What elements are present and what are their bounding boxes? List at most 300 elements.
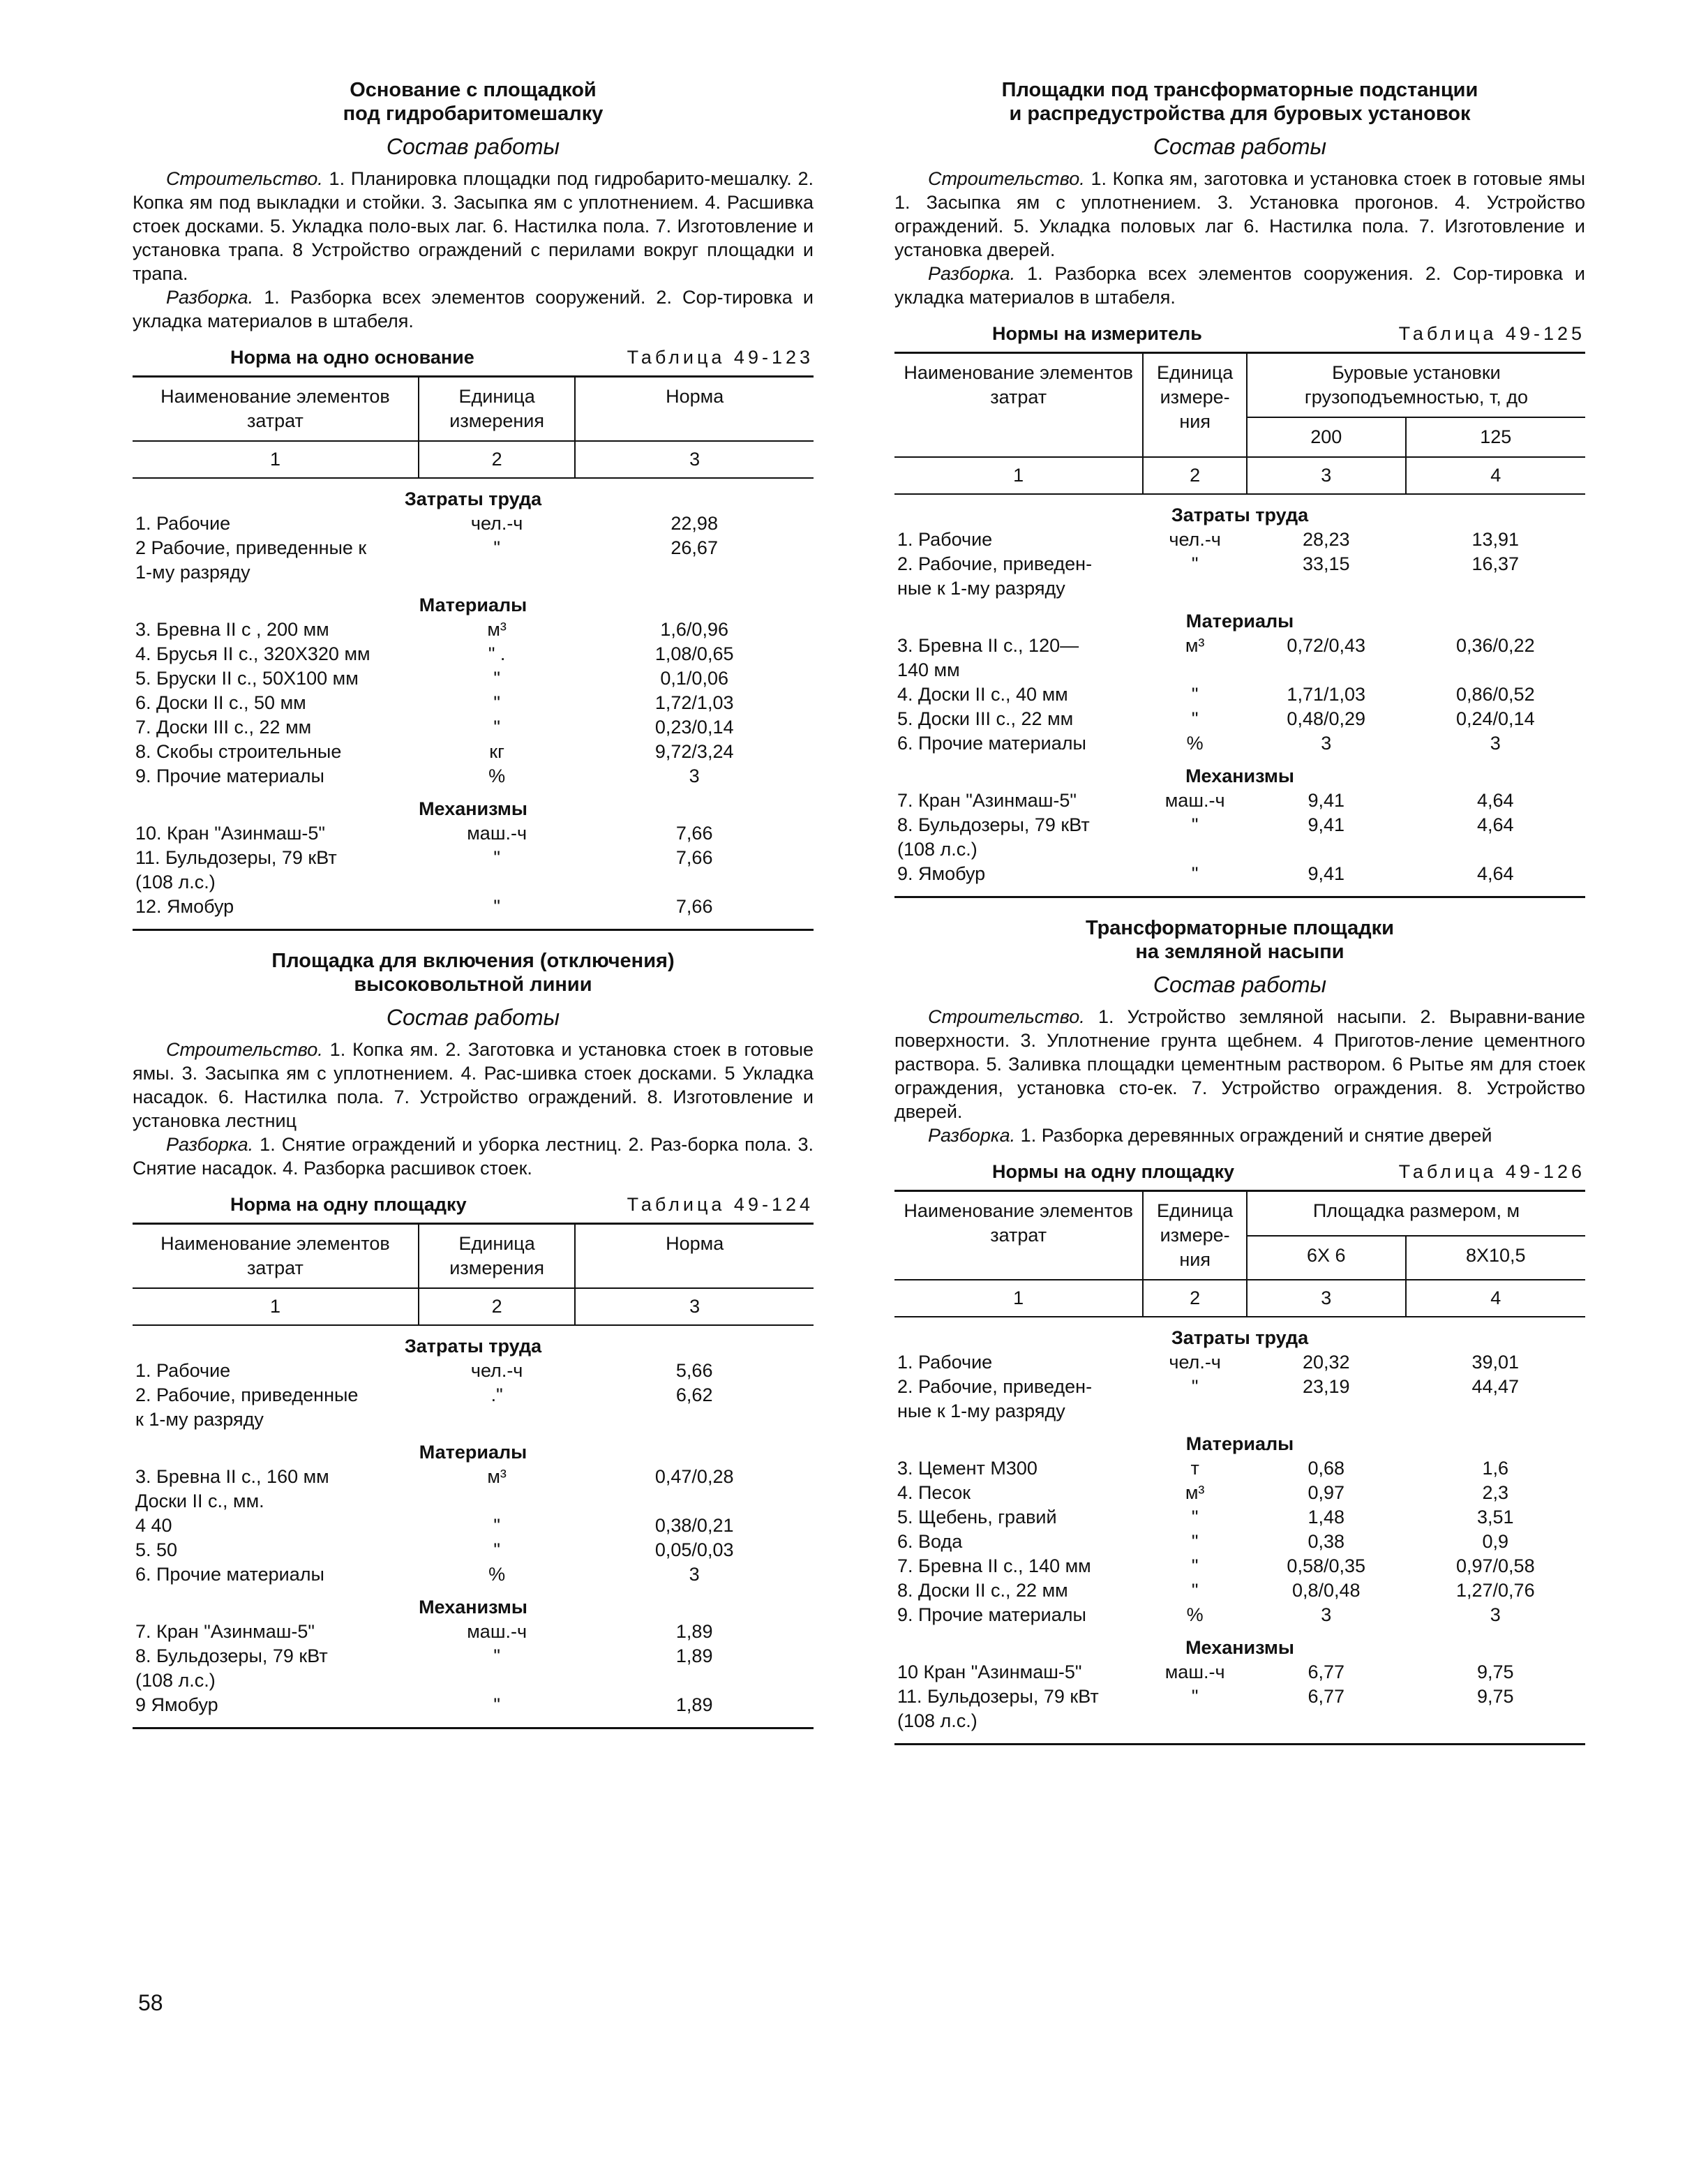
row-norm-value: 0,05/0,03	[654, 1539, 734, 1560]
row-value-col3	[1247, 1399, 1406, 1424]
row-name: 3. Бревна II с , 200 мм	[135, 619, 329, 640]
header-cost-elements: Наименование элементов затрат	[894, 353, 1143, 458]
table-row	[133, 740, 814, 764]
group-heading: Материалы	[1185, 1433, 1294, 1454]
table-row	[133, 511, 814, 536]
row-name: (108 л.с.)	[135, 1670, 216, 1691]
row-value-col4: 16,37	[1471, 553, 1520, 574]
header-unit: Единица измере-ния	[1143, 1191, 1247, 1280]
construction-label: Строительство.	[928, 168, 1085, 189]
row-norm-value	[575, 870, 814, 895]
row-unit	[1143, 576, 1247, 601]
dismantling-text: 1. Разборка всех элементов сооружения. 2. Сор-тировка и укладка материалов в штабеля.	[894, 263, 1585, 308]
row-value-col4: 9,75	[1477, 1661, 1514, 1682]
row-name: 4 40	[135, 1515, 172, 1536]
construction-paragraph	[894, 167, 1585, 262]
row-unit: "	[1191, 1507, 1199, 1528]
row-value-col3: 3	[1321, 1604, 1332, 1625]
row-unit: "	[1191, 814, 1199, 835]
section-49-124	[133, 949, 814, 1729]
row-name: (108 л.с.)	[897, 839, 977, 860]
table-row	[894, 1530, 1585, 1554]
table-group-row	[894, 756, 1585, 789]
dismantling-paragraph	[133, 285, 814, 333]
section-title-line2: на земляной насыпи	[1135, 941, 1344, 963]
table-row	[133, 1644, 814, 1668]
row-unit	[1143, 1399, 1247, 1424]
work-composition-heading: Состав работы	[1153, 134, 1327, 159]
dismantling-paragraph	[133, 1133, 814, 1180]
row-unit: чел.-ч	[1169, 529, 1221, 550]
table-row	[894, 658, 1585, 682]
row-norm-value	[575, 1407, 814, 1432]
row-unit: чел.-ч	[470, 1360, 523, 1381]
group-heading: Затраты труда	[404, 1336, 542, 1357]
table-group-row	[133, 789, 814, 821]
row-unit: "	[1191, 708, 1199, 729]
row-name: 12. Ямобур	[133, 895, 419, 930]
row-norm-value: 1,89	[675, 1645, 713, 1666]
row-value-col3: 1,71/1,03	[1287, 684, 1366, 705]
dismantling-text: 1. Разборка деревянных ограждений и снятие дверей	[1015, 1125, 1492, 1146]
header-unit: Единица измерения	[419, 1224, 575, 1289]
row-unit: чел.-ч	[1169, 1352, 1221, 1373]
row-name: 6. Вода	[897, 1531, 963, 1552]
row-value-col4: 3	[1490, 733, 1501, 754]
row-unit: "	[1191, 1531, 1199, 1552]
row-unit: %	[1186, 1604, 1204, 1625]
row-name: 7. Кран "Азинмаш-5"	[897, 790, 1077, 811]
row-value-col3: 9,41	[1247, 862, 1406, 897]
section-title-line2: под гидробаритомешалку	[343, 103, 604, 125]
table-row	[894, 1481, 1585, 1505]
work-composition-heading: Состав работы	[1153, 972, 1327, 997]
table-row	[894, 707, 1585, 731]
row-value-col3: 0,38	[1308, 1531, 1345, 1552]
table-number: Таблица 49-124	[627, 1194, 814, 1215]
norm-caption: Нормы на измеритель	[992, 323, 1202, 344]
table-row	[133, 560, 814, 585]
row-name: 5. Доски III с., 22 мм	[897, 708, 1074, 729]
construction-paragraph	[133, 1038, 814, 1133]
construction-label: Строительство.	[166, 1039, 323, 1060]
construction-label: Строительство.	[928, 1006, 1085, 1027]
construction-label: Строительство.	[166, 168, 323, 189]
construction-paragraph	[133, 167, 814, 285]
table-row	[133, 618, 814, 642]
column-number: 4	[1406, 457, 1585, 494]
row-value-col3: 3	[1321, 733, 1332, 754]
row-unit: "	[493, 1645, 500, 1666]
page-number: 58	[138, 1990, 163, 2015]
table-row	[894, 682, 1585, 707]
row-norm-value: 5,66	[675, 1360, 713, 1381]
header-sub-column: 125	[1406, 417, 1585, 457]
table-caption-row	[894, 323, 1585, 345]
header-unit: Единица измерения	[419, 377, 575, 442]
row-unit: "	[493, 717, 500, 738]
header-sub-column: 200	[1247, 417, 1406, 457]
dismantling-label: Разборка.	[928, 1125, 1016, 1146]
table-row	[894, 837, 1585, 862]
row-norm-value: 7,66	[675, 823, 713, 844]
section-title-line2: высоковольтной линии	[354, 973, 592, 996]
norm-table-49-126	[894, 1190, 1585, 1745]
table-row	[133, 1465, 814, 1489]
table-row	[894, 1375, 1585, 1399]
column-number: 3	[575, 441, 814, 478]
table-row	[894, 1578, 1585, 1603]
row-unit: "	[493, 1539, 500, 1560]
row-value-col3: 0,72/0,43	[1287, 635, 1366, 656]
row-value-col4: 44,47	[1471, 1376, 1520, 1397]
row-value-col4: 0,86/0,52	[1455, 684, 1535, 705]
table-row	[894, 731, 1585, 756]
dismantling-paragraph	[894, 262, 1585, 309]
row-norm-value: 7,66	[675, 847, 713, 868]
row-name: 8. Бульдозеры, 79 кВт	[897, 814, 1090, 835]
dismantling-label: Разборка.	[928, 263, 1016, 284]
section-49-125	[894, 78, 1585, 898]
row-value-col4	[1406, 1399, 1585, 1424]
header-group: Площадка размером, м	[1247, 1191, 1585, 1236]
group-heading: Затраты труда	[404, 488, 542, 509]
row-unit: "	[493, 537, 500, 558]
row-unit: "	[1191, 1555, 1199, 1576]
row-unit: чел.-ч	[470, 513, 523, 534]
row-unit: " .	[488, 643, 506, 664]
row-unit: т	[1190, 1458, 1199, 1479]
row-unit: маш.-ч	[1164, 790, 1225, 811]
row-unit: м³	[487, 1466, 507, 1487]
group-heading: Механизмы	[419, 798, 527, 819]
row-name: 8. Бульдозеры, 79 кВт	[135, 1645, 328, 1666]
row-value-col4: 3	[1490, 1604, 1501, 1625]
row-name: 5. Щебень, гравий	[897, 1507, 1057, 1528]
table-row	[894, 1709, 1585, 1745]
group-heading: Материалы	[1185, 611, 1294, 632]
row-name: 1. Рабочие	[135, 513, 231, 534]
row-name: 1-му разряду	[135, 562, 250, 583]
table-row	[894, 528, 1585, 552]
table-group-row	[894, 494, 1585, 528]
right-column	[894, 78, 1585, 1763]
row-name: 2. Рабочие, приведенные	[135, 1384, 359, 1405]
table-row	[133, 1668, 814, 1693]
section-49-126	[894, 916, 1585, 1745]
row-name: ные к 1-му разряду	[897, 578, 1065, 599]
norm-table-49-123	[133, 375, 814, 931]
row-value-col3: 0,48/0,29	[1287, 708, 1366, 729]
table-group-row	[133, 1432, 814, 1465]
row-value-col3	[1247, 658, 1406, 682]
header-cost-elements: Наименование элементов затрат	[133, 377, 419, 442]
row-value-col4	[1406, 658, 1585, 682]
table-row	[133, 1514, 814, 1538]
row-value-col3	[1247, 1709, 1406, 1745]
row-name: 3. Бревна II с., 160 мм	[135, 1466, 329, 1487]
norm-caption: Норма на одно основание	[230, 347, 474, 368]
row-name: 11. Бульдозеры, 79 кВт	[897, 1686, 1099, 1707]
row-name: 7. Кран "Азинмаш-5"	[135, 1621, 315, 1642]
row-norm-value: 3	[689, 765, 700, 786]
table-row	[133, 1693, 814, 1728]
row-name: 6. Прочие материалы	[135, 1564, 324, 1585]
group-heading: Механизмы	[1185, 1637, 1294, 1658]
table-row	[133, 870, 814, 895]
row-name: 3. Бревна II с., 120—	[897, 635, 1079, 656]
norm-table-49-125	[894, 352, 1585, 898]
table-row	[133, 536, 814, 560]
column-number: 2	[419, 1288, 575, 1325]
table-body	[133, 1325, 814, 1728]
row-norm-value: 6,62	[675, 1384, 713, 1405]
table-row	[894, 1456, 1585, 1481]
row-norm-value: 1,72/1,03	[654, 692, 734, 713]
construction-text: 1. Копка ям. 2. Заготовка и установка стоек в готовые ямы. 3. Засыпка ям с уплотнением. 4. Рас-шивка стоек досками. 5 Укладка насадок. 6. Настилка пола. 7. Устройство ограждений. 8. Изготовление и установка лестниц	[133, 1039, 814, 1131]
row-unit	[1143, 658, 1247, 682]
group-heading: Механизмы	[419, 1597, 527, 1618]
row-value-col4: 0,24/0,14	[1455, 708, 1535, 729]
row-unit	[419, 1668, 575, 1693]
row-value-col3: 23,19	[1302, 1376, 1350, 1397]
row-unit	[419, 560, 575, 585]
table-number: Таблица 49-126	[1398, 1161, 1585, 1182]
row-unit: "	[493, 847, 500, 868]
dismantling-text: 1. Снятие ограждений и уборка лестниц. 2. Раз-борка пола. 3. Снятие насадок. 4. Разборка расшивок стоек.	[133, 1134, 814, 1179]
row-name: 2. Рабочие, приведен-	[897, 553, 1093, 574]
table-group-row	[894, 1424, 1585, 1456]
row-value-col4: 0,9	[1482, 1531, 1509, 1552]
row-name: 3. Цемент М300	[897, 1458, 1037, 1479]
row-norm-value: 1,89	[575, 1693, 814, 1728]
row-unit: ."	[490, 1384, 503, 1405]
section-title: Площадки под трансформаторные подстанции	[1001, 79, 1478, 101]
row-unit: "	[1191, 1686, 1199, 1707]
row-value-col3: 0,8/0,48	[1291, 1580, 1361, 1601]
row-value-col3: 1,48	[1308, 1507, 1345, 1528]
table-row	[894, 1399, 1585, 1424]
row-name: 1. Рабочие	[897, 1352, 993, 1373]
row-name: 10 Кран "Азинмаш-5"	[897, 1661, 1082, 1682]
row-name: 9. Ямобур	[894, 862, 1143, 897]
row-unit: кг	[489, 741, 504, 762]
row-name: (108 л.с.)	[894, 1709, 1143, 1745]
header-group: Буровые установки грузоподъемностью, т, до	[1247, 353, 1585, 418]
row-unit: "	[419, 895, 575, 930]
table-row	[133, 642, 814, 666]
column-number: 2	[419, 441, 575, 478]
row-value-col4	[1406, 837, 1585, 862]
dismantling-label: Разборка.	[166, 1134, 254, 1155]
row-norm-value: 0,23/0,14	[654, 717, 734, 738]
row-name: 1. Рабочие	[897, 529, 993, 550]
row-unit: "	[1191, 1376, 1199, 1397]
row-name: 9 Ямобур	[133, 1693, 419, 1728]
row-value-col4: 1,6	[1482, 1458, 1509, 1479]
row-value-col3: 9,41	[1308, 790, 1345, 811]
row-unit: м³	[1185, 1482, 1205, 1503]
table-group-row	[894, 601, 1585, 634]
row-norm-value: 9,72/3,24	[654, 741, 734, 762]
row-value-col4	[1406, 576, 1585, 601]
table-row	[133, 1538, 814, 1562]
row-value-col3	[1247, 576, 1406, 601]
row-name: 9. Прочие материалы	[897, 1604, 1086, 1625]
row-name: (108 л.с.)	[135, 872, 216, 892]
header-norm: Норма	[575, 377, 814, 442]
header-unit: Единица измере-ния	[1143, 353, 1247, 458]
row-name: 6. Прочие материалы	[897, 733, 1086, 754]
row-value-col4: 39,01	[1471, 1352, 1520, 1373]
norm-caption: Норма на одну площадку	[230, 1194, 467, 1215]
row-norm-value: 0,47/0,28	[654, 1466, 734, 1487]
row-unit: "	[1143, 862, 1247, 897]
row-value-col4	[1406, 1709, 1585, 1745]
row-value-col4: 3,51	[1477, 1507, 1514, 1528]
table-row	[894, 862, 1585, 897]
table-row	[133, 1489, 814, 1514]
construction-text: 1. Устройство земляной насыпи. 2. Выравни-вание поверхности. 3. Уплотнение грунта щебнем. 4 Приготов-ление цементного раствора. 5. Заливка площадки цементным раствором. 6 Рытье ям для стоек ограждения, установка сто-ек. 7. Устройство ограждения. 8. Устройство дверей.	[894, 1006, 1585, 1122]
table-row	[133, 1562, 814, 1587]
row-value-col3: 0,97	[1308, 1482, 1345, 1503]
row-name: 5. 50	[135, 1539, 178, 1560]
table-group-row	[894, 1317, 1585, 1350]
row-name: 1. Рабочие	[135, 1360, 231, 1381]
row-name: Доски II с., мм.	[135, 1491, 264, 1511]
row-norm-value	[575, 560, 814, 585]
norm-table-49-124	[133, 1223, 814, 1729]
group-heading: Материалы	[419, 595, 527, 615]
table-row	[894, 813, 1585, 837]
row-name: 140 мм	[897, 659, 960, 680]
group-heading: Затраты труда	[1171, 505, 1309, 525]
group-heading: Механизмы	[1185, 765, 1294, 786]
table-row	[133, 1620, 814, 1644]
row-unit	[419, 1407, 575, 1432]
table-row	[894, 552, 1585, 576]
header-sub-column: 8Х10,5	[1406, 1236, 1585, 1280]
construction-text: 1. Копка ям, заготовка и установка стоек в готовые ямы 1. Засыпка ям с уплотнением. 3. Установка прогонов. 4. Устройство ограждений. 5. Укладка половых лаг 6. Настилка пола. 7. Изготовление и установка дверей.	[894, 168, 1585, 260]
table-body	[894, 494, 1585, 897]
row-value-col3: 9,41	[1308, 814, 1345, 835]
row-unit	[1143, 837, 1247, 862]
dismantling-label: Разборка.	[166, 287, 254, 308]
row-value-col4: 0,97/0,58	[1455, 1555, 1535, 1576]
row-name: 9. Прочие материалы	[135, 765, 324, 786]
dismantling-paragraph	[894, 1123, 1585, 1147]
table-caption-row	[894, 1161, 1585, 1183]
row-norm-value: 3	[689, 1564, 700, 1585]
table-row	[894, 1350, 1585, 1375]
header-cost-elements: Наименование элементов затрат	[133, 1224, 419, 1289]
table-row	[133, 846, 814, 870]
row-norm-value: 0,1/0,06	[660, 668, 728, 689]
row-norm-value: 22,98	[671, 513, 718, 534]
row-value-col4: 1,27/0,76	[1455, 1580, 1535, 1601]
row-unit: %	[1186, 733, 1204, 754]
table-row	[894, 789, 1585, 813]
row-name: 4. Брусья II с., 320Х320 мм	[135, 643, 370, 664]
row-norm-value	[575, 1489, 814, 1514]
table-row	[894, 1603, 1585, 1627]
row-value-col4: 13,91	[1471, 529, 1520, 550]
table-row	[133, 821, 814, 846]
table-body	[894, 1317, 1585, 1745]
table-row	[133, 764, 814, 789]
row-value-col4: 9,75	[1477, 1686, 1514, 1707]
row-unit: "	[493, 692, 500, 713]
row-norm-value: 1,89	[675, 1621, 713, 1642]
group-heading: Затраты труда	[1171, 1327, 1309, 1348]
dismantling-text: 1. Разборка всех элементов сооружений. 2. Сор-тировка и укладка материалов в штабеля.	[133, 287, 814, 331]
row-value-col4: 0,36/0,22	[1455, 635, 1535, 656]
table-row	[133, 895, 814, 930]
column-number: 1	[894, 1280, 1143, 1317]
row-unit: маш.-ч	[467, 823, 527, 844]
table-row	[133, 1359, 814, 1383]
section-title: Трансформаторные площадки	[1085, 917, 1395, 939]
table-body	[133, 478, 814, 930]
row-unit: "	[493, 668, 500, 689]
work-composition-heading: Состав работы	[386, 1005, 560, 1030]
section-49-123	[133, 78, 814, 931]
column-number: 1	[133, 1288, 419, 1325]
section-title: Площадка для включения (отключения)	[271, 950, 675, 972]
table-group-row	[133, 1587, 814, 1620]
row-value-col3	[1247, 837, 1406, 862]
row-value-col3: 33,15	[1302, 553, 1350, 574]
construction-text: 1. Планировка площадки под гидробарито-мешалку. 2. Копка ям под выкладки и стойки. 3. Засыпка ям с уплотнением. 4. Расшивка стоек досками. 5. Укладка поло-вых лаг. 6. Настилка пола. 7. Изготовление и установка трапа. 8 Устройство ограждений с перилами вокруг площадки и трапа.	[133, 168, 814, 284]
header-sub-column: 6Х 6	[1247, 1236, 1406, 1280]
row-value-col3: 6,77	[1308, 1686, 1345, 1707]
row-unit: маш.-ч	[467, 1621, 527, 1642]
row-unit: %	[488, 1564, 506, 1585]
row-value-col4: 4,64	[1406, 862, 1585, 897]
table-row	[894, 1660, 1585, 1685]
row-name: ные к 1-му разряду	[897, 1401, 1065, 1421]
row-name: 6. Доски II с., 50 мм	[135, 692, 306, 713]
column-number: 4	[1406, 1280, 1585, 1317]
header-cost-elements: Наименование элементов затрат	[894, 1191, 1143, 1280]
table-row	[894, 1554, 1585, 1578]
row-unit	[419, 870, 575, 895]
row-unit: м³	[487, 619, 507, 640]
table-caption-row	[133, 347, 814, 368]
table-row	[133, 1383, 814, 1407]
row-name: 4. Песок	[897, 1482, 971, 1503]
row-name: 10. Кран "Азинмаш-5"	[135, 823, 326, 844]
column-number: 3	[575, 1288, 814, 1325]
column-number: 1	[133, 441, 419, 478]
row-value-col4: 4,64	[1477, 814, 1514, 835]
group-heading: Материалы	[419, 1442, 527, 1463]
table-group-row	[894, 1627, 1585, 1660]
column-number: 2	[1143, 1280, 1247, 1317]
column-number: 1	[894, 457, 1143, 494]
row-name: 7. Бревна II с., 140 мм	[897, 1555, 1091, 1576]
construction-paragraph	[894, 1005, 1585, 1123]
table-group-row	[133, 585, 814, 618]
row-norm-value: 26,67	[671, 537, 718, 558]
row-unit: "	[1191, 684, 1199, 705]
table-group-row	[133, 478, 814, 511]
row-unit: м³	[1185, 635, 1205, 656]
row-norm-value: 1,6/0,96	[660, 619, 728, 640]
row-unit: маш.-ч	[1164, 1661, 1225, 1682]
row-norm-value	[575, 1668, 814, 1693]
row-unit	[1143, 1709, 1247, 1745]
